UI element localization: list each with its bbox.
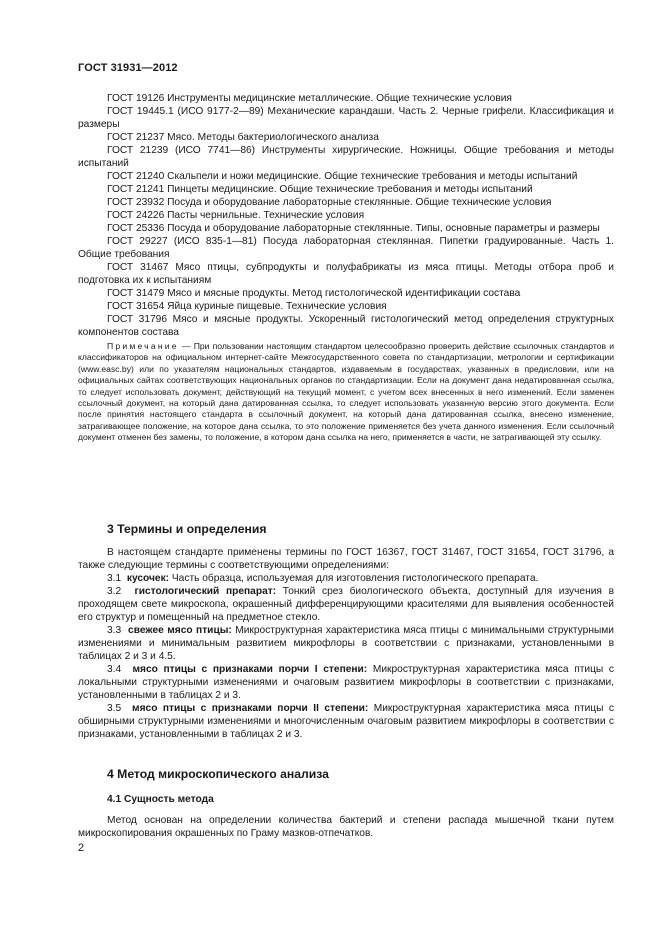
- section-4-title: 4 Метод микроскопического анализа: [107, 767, 329, 781]
- reference-item: ГОСТ 21241 Пинцеты медицинские. Общие технические требования и методы испытаний: [107, 184, 533, 195]
- reference-item: ГОСТ 19445.1 (ИСО 9177-2—89) Механические карандаши. Часть 2. Черные грифели. Классификация и размеры: [78, 106, 614, 130]
- subsection-4-1-text: Метод основан на определении количества бактерий и степени распада мышечной ткани путем микроскопирования окрашенных по Граму мазков-отпечатков.: [78, 815, 614, 839]
- normative-references: [78, 92, 614, 444]
- page-number: 2: [78, 842, 85, 854]
- reference-item: ГОСТ 31654 Яйца куриные пищевые. Технические условия: [107, 301, 387, 312]
- term-definition: 3.1 кусочек: Часть образца, используемая для изготовления гистологического препарата.: [107, 573, 539, 584]
- note-paragraph: [78, 341, 614, 444]
- note-text: — При пользовании настоящим стандартом целесообразно проверить действие ссылочных стандартов и классификаторов на официальном интернет-сайте Межгосударственного совета по стандартизации, метрологии и сертификации (www.easc.by) или по указателям национальных стандартов, издаваемым в государствах, указанных в предисловии, или на официальных сайтах соответствующих национальных органов по стандартизации. Если на документ дана недатированная ссылка, то следует использовать документ, действующий на текущий момент, с учетом всех внесенных в него изменений. Если заменен ссылочный документ, на который дана датированная ссылка, то следует использовать указанную версию этого документа. Если после принятия настоящего стандарта в ссылочный документ, на который дана датированная ссылка, внесено изменение, затрагивающее положение, на которое дана ссылка, то это положение применяется без учета данного изменения. Если ссылочный документ отменен без замены, то положение, в котором дана ссылка на него, применяется в части, не затрагивающей эту ссылку.: [78, 341, 614, 443]
- section-3-title: 3 Термины и определения: [107, 522, 267, 536]
- term-definition: 3.3 свежее мясо птицы: Микроструктурная характеристика мяса птицы с минимальными структурными изменениями и минимальным развитием микрофлоры в соответствии с признаками, установленными в таблицах 2 и 3 и 4.5.: [78, 625, 614, 662]
- reference-item: ГОСТ 31796 Мясо и мясные продукты. Ускоренный гистологический метод определения структурных компонентов состава: [78, 314, 614, 338]
- reference-item: ГОСТ 21237 Мясо. Методы бактериологического анализа: [107, 132, 379, 143]
- reference-item: ГОСТ 25336 Посуда и оборудование лабораторные стеклянные. Типы, основные параметры и размеры: [107, 223, 600, 234]
- term-definition: 3.5 мясо птицы с признаками порчи II степени: Микроструктурная характеристика мяса птицы с обширными структурными изменениями и многочисленным очаговым развитием микрофлоры в соответствии с признаками, установленными в таблицах 2 и 3.: [78, 703, 614, 740]
- term-definition: 3.2 гистологический препарат: Тонкий срез биологического объекта, доступный для изучения в проходящем свете микроскопа, окрашенный дифференцирующими красителями для выявления особенностей его структур и помещенный на предметное стекло.: [78, 586, 614, 623]
- reference-item: ГОСТ 21239 (ИСО 7741—86) Инструменты хирургические. Ножницы. Общие требования и методы испытаний: [78, 145, 614, 169]
- subsection-4-1-title: 4.1 Сущность метода: [107, 794, 214, 805]
- reference-item: ГОСТ 19126 Инструменты медицинские металлические. Общие технические условия: [107, 93, 512, 104]
- reference-item: ГОСТ 31467 Мясо птицы, субпродукты и полуфабрикаты из мяса птицы. Методы отбора проб и подготовка их к испытаниям: [78, 262, 614, 286]
- reference-item: ГОСТ 31479 Мясо и мясные продукты. Метод гистологической идентификации состава: [107, 288, 521, 299]
- standard-header: ГОСТ 31931—2012: [78, 62, 178, 74]
- section-3: [78, 522, 614, 741]
- section-4: [78, 767, 614, 840]
- reference-item: ГОСТ 21240 Скальпели и ножи медицинские. Общие технические требования и методы испытаний: [107, 171, 578, 182]
- reference-item: ГОСТ 29227 (ИСО 835-1—81) Посуда лабораторная стеклянная. Пипетки градуированные. Часть 1. Общие требования: [78, 236, 614, 260]
- reference-item: ГОСТ 23932 Посуда и оборудование лабораторные стеклянные. Общие технические условия: [107, 197, 552, 208]
- note-label: Примечание: [107, 341, 179, 351]
- term-definition: 3.4 мясо птицы с признаками порчи I степени: Микроструктурная характеристика мяса птицы с локальными структурными изменениями и очаговым развитием микрофлоры в соответствии с признаками, установленными в таблицах 2 и 3.: [78, 664, 614, 701]
- section-3-intro: В настоящем стандарте применены термины по ГОСТ 16367, ГОСТ 31467, ГОСТ 31654, ГОСТ 31796, а также следующие термины с соответствующими определениями:: [78, 547, 614, 571]
- reference-item: ГОСТ 24226 Пасты чернильные. Технические условия: [107, 210, 365, 221]
